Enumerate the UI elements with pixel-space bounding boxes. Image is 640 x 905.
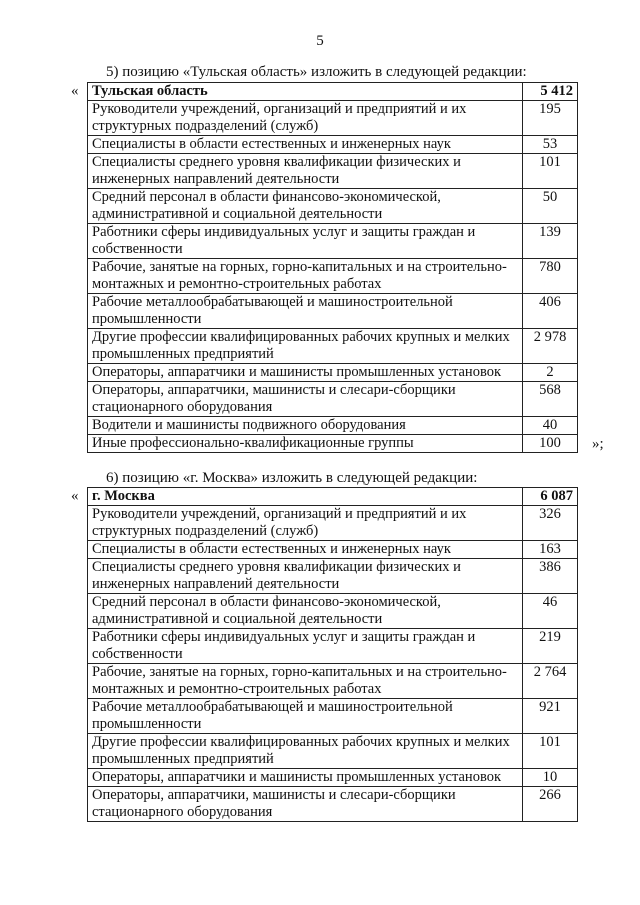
occupation-count: 101 xyxy=(523,734,578,769)
section-intro: 6) позицию «г. Москва» изложить в следующей редакции: xyxy=(106,470,478,486)
occupation-label: Операторы, аппаратчики, машинисты и слесари-сборщики стационарного оборудования xyxy=(88,382,523,417)
occupation-count: 46 xyxy=(523,594,578,629)
occupation-count: 40 xyxy=(523,417,578,435)
occupation-count: 780 xyxy=(523,259,578,294)
region-total: 5 412 xyxy=(523,83,578,101)
occupation-label: Операторы, аппаратчики, машинисты и слесари-сборщики стационарного оборудования xyxy=(88,787,523,822)
region-name: г. Москва xyxy=(88,488,523,506)
occupation-label: Водители и машинисты подвижного оборудования xyxy=(88,417,523,435)
occupation-label: Руководители учреждений, организаций и предприятий и их структурных подразделений (служб) xyxy=(88,506,523,541)
occupation-label: Операторы, аппаратчики и машинисты промышленных установок xyxy=(88,769,523,787)
occupation-label: Средний персонал в области финансово-экономической, административной и социальной деятельности xyxy=(88,189,523,224)
occupation-count: 568 xyxy=(523,382,578,417)
occupation-count: 100 xyxy=(523,435,578,453)
occupation-label: Другие профессии квалифицированных рабочих крупных и мелких промышленных предприятий xyxy=(88,329,523,364)
region-name: Тульская область xyxy=(88,83,523,101)
table-row xyxy=(88,224,578,259)
table-row xyxy=(88,154,578,189)
table-row xyxy=(88,664,578,699)
region-table xyxy=(87,82,578,453)
occupation-count: 406 xyxy=(523,294,578,329)
table-row xyxy=(88,506,578,541)
occupation-label: Специалисты среднего уровня квалификации физических и инженерных направлений деятельности xyxy=(88,559,523,594)
occupation-count: 921 xyxy=(523,699,578,734)
table-row xyxy=(88,594,578,629)
table-row xyxy=(88,629,578,664)
table-row xyxy=(88,329,578,364)
table-row xyxy=(88,769,578,787)
table-header-row xyxy=(88,488,578,506)
occupation-label: Специалисты среднего уровня квалификации физических и инженерных направлений деятельности xyxy=(88,154,523,189)
occupation-label: Работники сферы индивидуальных услуг и защиты граждан и собственности xyxy=(88,224,523,259)
occupation-count: 53 xyxy=(523,136,578,154)
table-row xyxy=(88,259,578,294)
occupation-count: 2 764 xyxy=(523,664,578,699)
occupation-count: 195 xyxy=(523,101,578,136)
occupation-count: 266 xyxy=(523,787,578,822)
occupation-label: Руководители учреждений, организаций и предприятий и их структурных подразделений (служб) xyxy=(88,101,523,136)
table-row xyxy=(88,294,578,329)
occupation-label: Рабочие металлообрабатывающей и машиностроительной промышленности xyxy=(88,294,523,329)
occupation-label: Работники сферы индивидуальных услуг и защиты граждан и собственности xyxy=(88,629,523,664)
occupation-label: Иные профессионально-квалификационные группы xyxy=(88,435,523,453)
section-intro: 5) позицию «Тульская область» изложить в следующей редакции: xyxy=(106,64,527,80)
table-row xyxy=(88,787,578,822)
occupation-count: 386 xyxy=(523,559,578,594)
occupation-label: Рабочие, занятые на горных, горно-капитальных и на строительно-монтажных и ремонтно-строительных работах xyxy=(88,664,523,699)
occupation-count: 139 xyxy=(523,224,578,259)
occupation-count: 2 978 xyxy=(523,329,578,364)
table-row xyxy=(88,364,578,382)
table-row xyxy=(88,699,578,734)
table-header-row xyxy=(88,83,578,101)
table-row xyxy=(88,435,578,453)
occupation-count: 219 xyxy=(523,629,578,664)
occupation-count: 10 xyxy=(523,769,578,787)
table-row xyxy=(88,189,578,224)
table-row xyxy=(88,101,578,136)
occupation-label: Специалисты в области естественных и инженерных наук xyxy=(88,541,523,559)
table-row xyxy=(88,734,578,769)
open-quote: « xyxy=(71,488,79,504)
occupation-label: Рабочие металлообрабатывающей и машиностроительной промышленности xyxy=(88,699,523,734)
occupation-label: Операторы, аппаратчики и машинисты промышленных установок xyxy=(88,364,523,382)
occupation-label: Рабочие, занятые на горных, горно-капитальных и на строительно-монтажных и ремонтно-строительных работах xyxy=(88,259,523,294)
occupation-label: Другие профессии квалифицированных рабочих крупных и мелких промышленных предприятий xyxy=(88,734,523,769)
page-number: 5 xyxy=(316,33,324,49)
occupation-label: Специалисты в области естественных и инженерных наук xyxy=(88,136,523,154)
open-quote: « xyxy=(71,83,79,99)
table-row xyxy=(88,417,578,435)
close-quote: »; xyxy=(592,436,604,452)
occupation-count: 326 xyxy=(523,506,578,541)
occupation-label: Средний персонал в области финансово-экономической, административной и социальной деятельности xyxy=(88,594,523,629)
table-row xyxy=(88,541,578,559)
occupation-count: 2 xyxy=(523,364,578,382)
region-table xyxy=(87,487,578,822)
table-row xyxy=(88,382,578,417)
region-total: 6 087 xyxy=(523,488,578,506)
table-row xyxy=(88,136,578,154)
occupation-count: 163 xyxy=(523,541,578,559)
table-row xyxy=(88,559,578,594)
occupation-count: 50 xyxy=(523,189,578,224)
occupation-count: 101 xyxy=(523,154,578,189)
